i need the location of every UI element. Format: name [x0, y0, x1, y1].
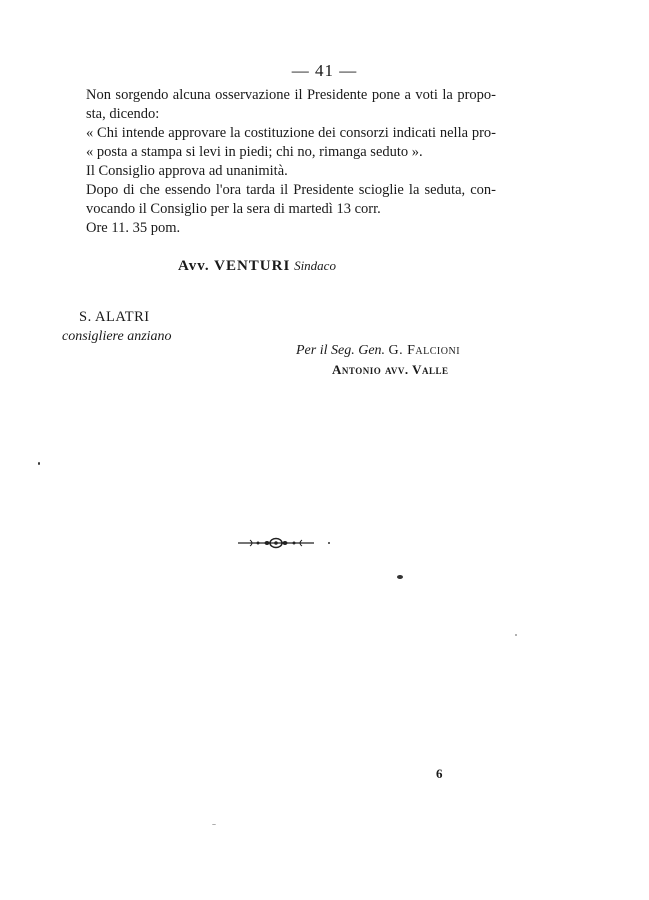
- councillor-name: S. ALATRI: [79, 309, 150, 325]
- paragraph-line: Il Consiglio approva ad unanimità.: [86, 163, 288, 179]
- ink-speck: [515, 634, 517, 636]
- page-number: — 41 —: [291, 61, 358, 80]
- secretary-line: [296, 343, 460, 359]
- sheet-number: 6: [436, 766, 443, 781]
- mayor-signature: [178, 258, 336, 275]
- ink-speck: [397, 575, 403, 579]
- paragraph-line: Non sorgendo alcuna osservazione il Presidente pone a voti la propo-: [86, 87, 496, 103]
- paragraph-line: Dopo di che essendo l'ora tarda il Presidente scioglie la seduta, con-: [86, 182, 496, 198]
- ink-speck: [38, 462, 40, 465]
- paragraph-line: sta, dicendo:: [86, 106, 160, 122]
- secretary-deputy: Antonio avv. Valle: [332, 362, 449, 377]
- councillor-role: consigliere anziano: [62, 329, 172, 344]
- ornament-divider-icon: [236, 532, 316, 554]
- mayor-name: Avv. VENTURI: [178, 258, 291, 274]
- paragraph-line: « Chi intende approvare la costituzione dei consorzi indicati nella pro-: [86, 125, 496, 141]
- paragraph-line: « posta a stampa si levi in piedi; chi no, rimanga seduto ».: [86, 144, 423, 160]
- paragraph-line: vocando il Consiglio per la sera di martedì 13 corr.: [86, 201, 381, 217]
- secretary-prefix: Per il Seg. Gen.: [296, 343, 386, 358]
- ink-speck: [328, 542, 330, 544]
- secretary-name: G. Falcioni: [388, 343, 461, 358]
- ink-speck: [212, 824, 216, 825]
- mayor-role: Sindaco: [294, 258, 336, 273]
- paragraph-line: Ore 11. 35 pom.: [86, 220, 181, 236]
